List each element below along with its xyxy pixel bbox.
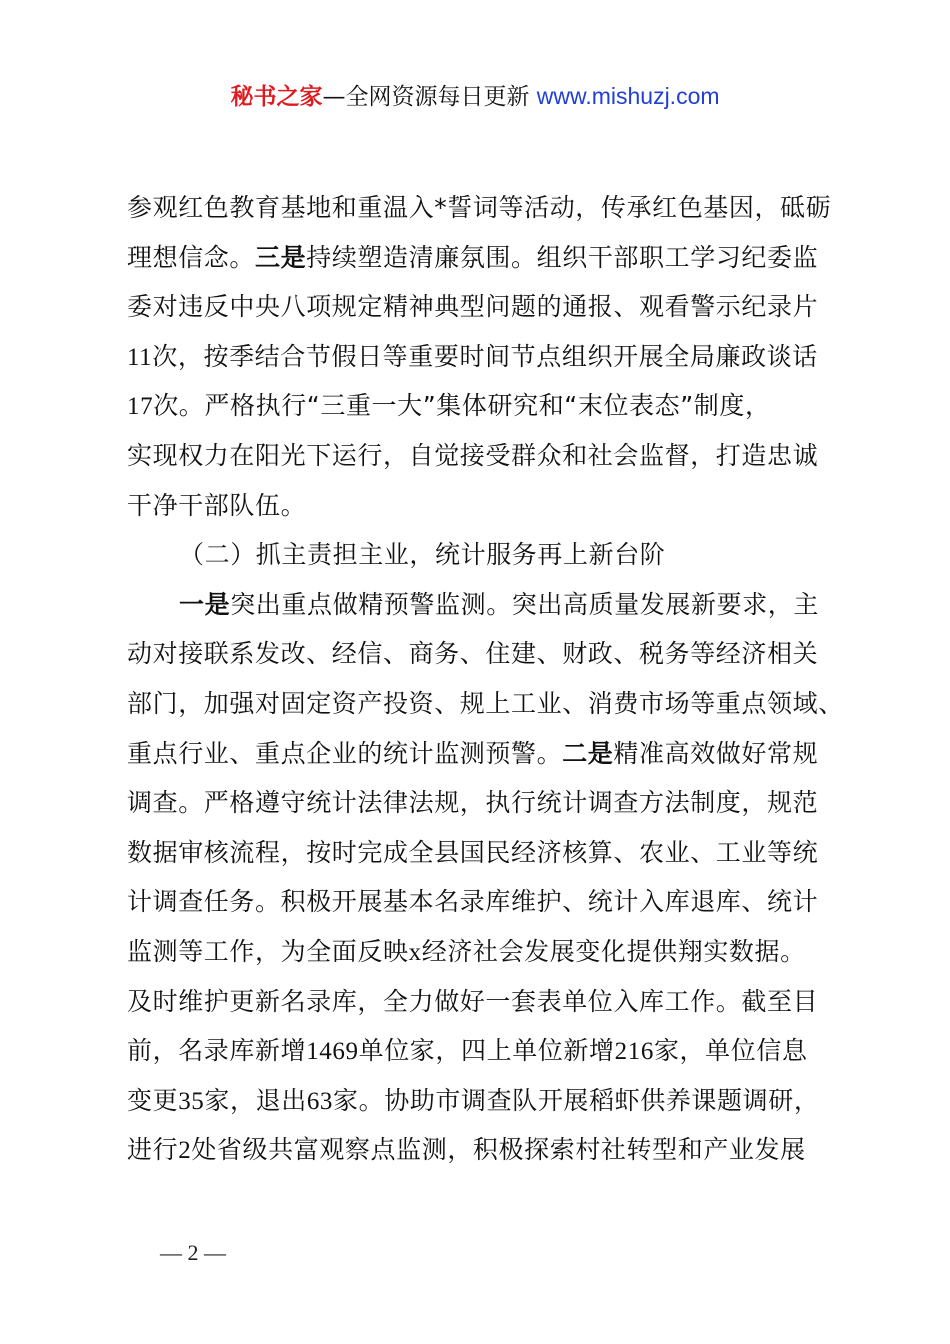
text-span: 经济社会发展变化提供翔实数据。 <box>421 936 806 966</box>
text-line <box>127 877 847 927</box>
text-span: 次，按季结合节假日等重要时间节点组织开展全局廉政谈话 <box>152 341 818 371</box>
text-span: 实现权力在阳光下运行，自觉接受群众和社会监督，打造忠诚 <box>127 440 819 470</box>
text-span: 委对违反中央八项规定精神典型问题的通报、观看警示纪录片 <box>127 292 819 322</box>
number: 35 <box>178 1087 205 1115</box>
text-span: 精准高效做好常规 <box>613 738 819 768</box>
text-span: 及时维护更新名录库，全力做好一套表单位入库工作。截至目 <box>127 986 819 1016</box>
text-span: 突出重点做精预警监测。突出高质量发展新要求，主 <box>230 589 820 619</box>
bold-lead: 一是 <box>179 589 231 619</box>
number: 63 <box>306 1087 334 1115</box>
brand-name: 秘书之家 <box>230 84 323 110</box>
header-tagline: —全网资源每日更新 <box>322 84 537 110</box>
bold-lead: 二是 <box>562 738 614 768</box>
text-span: 家，退出 <box>204 1085 307 1115</box>
text-line <box>127 1125 847 1175</box>
text-span: 调查。严格遵守统计法律法规，执行统计调查方法制度，规范 <box>127 788 819 818</box>
heading-text: （二）抓主责担主业，统计服务再上新台阶 <box>179 540 666 570</box>
text-line <box>127 580 847 630</box>
text-span: 处省级共富观察点监测，积极探索村社转型和产业发展 <box>191 1135 806 1165</box>
section-heading <box>127 530 847 580</box>
text-line <box>127 1026 847 1076</box>
bold-lead: 三是 <box>255 242 307 272</box>
text-line <box>127 679 847 729</box>
text-line <box>127 629 847 679</box>
number: 1469 <box>306 1038 359 1066</box>
text-line <box>127 282 847 332</box>
text-line <box>127 729 847 779</box>
text-span: 动对接联系发改、经信、商务、住建、财政、税务等经济相关 <box>127 639 819 669</box>
text-line <box>127 183 847 233</box>
number: 11 <box>127 343 153 371</box>
text-span: 进行 <box>127 1135 179 1165</box>
text-span: 部门，加强对固定资产投资、规上工业、消费市场等重点领域、 <box>127 688 844 718</box>
number: 17 <box>127 393 154 421</box>
text-span: 单位家，四上单位新增 <box>358 1036 615 1066</box>
text-span: 干净干部队伍。 <box>127 490 307 520</box>
number: 2 <box>178 1137 192 1165</box>
watermark-header <box>0 80 950 113</box>
text-span: 前，名录库新增 <box>127 1036 307 1066</box>
text-span: 家。协助市调查队开展稻虾供养课题调研， <box>333 1085 820 1115</box>
text-line <box>127 481 847 531</box>
text-line <box>127 233 847 283</box>
page-number: — 2 — <box>160 1240 226 1265</box>
text-span: 次。严格执行“三重一大”集体研究和“末位表态”制度， <box>153 391 771 421</box>
text-span: 计调查任务。积极开展基本名录库维护、统计入库退库、统计 <box>127 887 819 917</box>
number: 216 <box>614 1038 654 1066</box>
text-line <box>127 927 847 977</box>
number: x <box>408 938 422 966</box>
text-span: 监测等工作，为全面反映 <box>127 936 409 966</box>
text-line <box>127 828 847 878</box>
text-line <box>127 1076 847 1126</box>
text-line <box>127 778 847 828</box>
text-span: 重点行业、重点企业的统计监测预警。 <box>127 738 563 768</box>
text-span: 数据审核流程，按时完成全县国民经济核算、农业、工业等统 <box>127 837 819 867</box>
header-url[interactable]: www.mishuzj.com <box>536 83 720 109</box>
document-body <box>127 183 847 1175</box>
text-span: 变更 <box>127 1085 179 1115</box>
text-line <box>127 332 847 382</box>
text-line <box>127 381 847 431</box>
text-line <box>127 977 847 1027</box>
text-span: 持续塑造清廉氛围。组织干部职工学习纪委监 <box>306 242 819 272</box>
text-span: 参观红色教育基地和重温入*誓词等活动，传承红色基因，砥砺 <box>127 193 832 222</box>
text-line <box>127 431 847 481</box>
text-span: 理想信念。 <box>127 242 256 272</box>
text-span: 家，单位信息 <box>653 1036 808 1066</box>
